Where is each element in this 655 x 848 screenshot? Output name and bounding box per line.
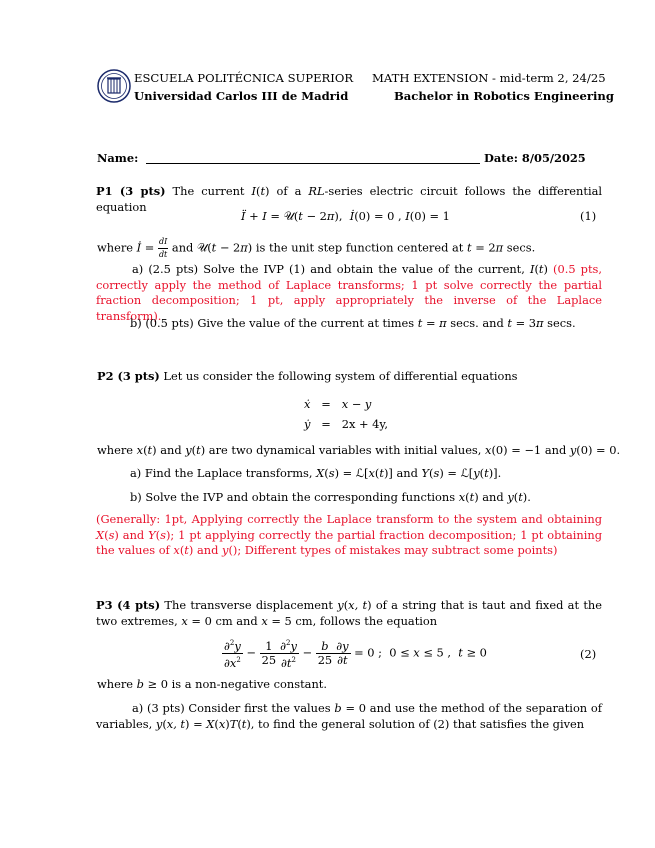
p1-and-text: and — [171, 240, 194, 255]
p1-where-line: where İ = $\frac{dI}{dt}$ and 𝒰(t − 2π) is the unit step function centered at t = 2π secs. — [97, 237, 536, 259]
p3-line2-b: cm and — [215, 614, 258, 628]
p3-line2-a: extremes, — [120, 614, 178, 628]
p2-where-c: are two dynamical variables with initial values, — [208, 443, 482, 457]
p2-eq1: ẋ = x − y — [304, 397, 372, 411]
p1-where-text: where — [97, 240, 134, 255]
p1-part-b: b) (0.5 pts) Give the value of the current at times t = π secs. and t = 3π secs. — [130, 316, 576, 330]
uc3m-logo-icon — [97, 69, 131, 103]
p3-line2-c: cm, follows the equation — [295, 614, 438, 628]
name-underline — [146, 163, 480, 164]
p2-where-line: where x(t) and y(t) are two dynamical variables with initial values, x(0) = −1 and y(0) = 0. — [97, 443, 621, 457]
p2-rubric-3c: ; Different types of mistakes may subtract some points) — [237, 543, 558, 558]
p3-eq-number: (2) — [580, 647, 597, 661]
p2-rubric-1: (Generally: 1pt, Applying correctly the Laplace transform to the system and obtaining — [96, 512, 602, 526]
p2-part-b: b) Solve the IVP and obtain the corresponding functions x(t) and y(t). — [130, 490, 531, 504]
p1-intro-text-a: The current — [165, 184, 252, 198]
p1-equation: Ï + I = 𝒰(t − 2π), İ(0) = 0 , I(0) = 1 — [241, 209, 450, 223]
date-label: Date: 8/05/2025 — [484, 151, 586, 165]
p2-part-a-and: and — [396, 466, 418, 480]
p3-part-a: a) (3 pts) Consider first the values b = 0 and use the method of the separation of variables, y(x, t) = X(x)T(t), to find the general solution of (2) that satisfies the given — [96, 701, 602, 731]
p2-part-a-text: a) Find the Laplace transforms, — [130, 466, 313, 480]
p2-eq1-rhs: x − y — [341, 397, 372, 411]
p2-rubric-3b: and — [196, 543, 219, 558]
p1-intro-text-b: of a — [269, 184, 309, 198]
p3-part-a-4: , to find the general solution of (2) that satisfies the given — [250, 717, 585, 731]
p1-eq-number: (1) — [580, 209, 597, 223]
p2-intro — [97, 369, 518, 384]
p2-where-b: and — [160, 443, 182, 457]
p1-intro: P1 (3 pts) The current I(t) of a RL-series electric circuit follows the differential equation — [96, 184, 603, 214]
p2-part-a: a) Find the Laplace transforms, X(s) = ℒ[x(t)] and Y(s) = ℒ[y(t)]. — [130, 466, 502, 480]
p1-part-a-text: a) (2.5 pts) Solve the IVP (1) and obtain the value of the current, — [132, 262, 525, 276]
p2-eq2: ẏ = 2x + 4y, — [304, 417, 388, 431]
p2-eq2-rhs: 2x + 4y, — [341, 417, 388, 431]
p3-part-a-1: a) (3 pts) Consider first the values — [132, 701, 331, 715]
p2-rubric-2b: ; 1 pt applying correctly the partial fraction decomposition; 1 pt obtaining the — [96, 527, 602, 558]
p1-part-b-text-a: b) (0.5 pts) Give the value of the current at times — [130, 316, 415, 330]
p1-part-b-text-c: secs. — [547, 316, 576, 330]
p3-where-b: is a non-negative constant. — [171, 677, 327, 691]
p1-part-a-rubric: (0.5 pts, correctly apply the method of Laplace transforms; 1 pt solve correctly the partial fraction decomposition; 1 pt, apply appropriately the inverse of the Laplace transform). — [96, 262, 602, 323]
p2-where-a: where — [97, 443, 134, 457]
p1-intro-text-c: -series electric circuit follows the differential equation — [96, 184, 603, 214]
course-title: MATH EXTENSION - mid-term 2, 24/25 — [372, 71, 606, 85]
p2-rubric: (Generally: 1pt, Applying correctly the Laplace transform to the system and obtaining X(s) and Y(s); 1 pt applying correctly the partial fraction decomposition; 1 pt obtaining the values of x(t) and y(); Different types of mistakes may subtract some points) — [96, 512, 602, 558]
university-name: Universidad Carlos III de Madrid — [134, 89, 349, 103]
p1-secs-text: secs. — [506, 240, 536, 255]
name-label: Name: — [97, 151, 139, 165]
p3-intro-b: of a string that is taut and fixed at the two — [96, 598, 602, 628]
p3-equation: $\frac{\partial^2y}{\partial x^2}$ − $\frac{1}{25}$ $\frac{\partial^2y}{\partial t^2}$ − $\frac{b}{25}$ $\frac{\partial y}{\partial t}$ = 0 ; 0 ≤ x ≤ 5 , t ≥ 0 — [224, 638, 487, 670]
school-name: ESCUELA POLITÉCNICA SUPERIOR — [134, 71, 354, 85]
p3-part-a-3: variables, — [96, 717, 153, 731]
p2-rubric-2a: and — [122, 527, 145, 542]
p3-title: P3 (4 pts) — [96, 598, 161, 612]
p1-is-text: is the unit step function centered at — [255, 240, 464, 255]
p2-part-b-text: b) Solve the IVP and obtain the corresponding functions — [130, 490, 456, 504]
p1-part-a: a) (2.5 pts) Solve the IVP (1) and obtain the value of the current, I(t) (0.5 pts, correctly apply the method of Laplace transforms; 1 pt solve correctly the partial fraction decomposition; 1 pt, apply appropriately the inverse of the Laplace transform). — [96, 262, 602, 323]
p2-title: P2 (3 pts) — [97, 369, 160, 383]
program-name: Bachelor in Robotics Engineering — [394, 89, 614, 103]
p1-part-b-text-b: secs. and — [450, 316, 504, 330]
p1-title: P1 (3 pts) — [96, 184, 166, 198]
p3-part-a-2: and use the method of the separation of — [369, 701, 602, 715]
p3-intro-a: The transverse displacement — [160, 598, 333, 612]
p2-where-d: and — [544, 443, 567, 457]
p2-intro-text: Let us consider the following system of differential equations — [159, 369, 518, 383]
p2-rubric-3a: values of — [118, 543, 170, 558]
p3-where-pre: where — [97, 677, 134, 691]
p3-where-line: where b ≥ 0 is a non-negative constant. — [97, 677, 327, 691]
p3-intro: P3 (4 pts) The transverse displacement y(x, t) of a string that is taut and fixed at the two extremes, x = 0 cm and x = 5 cm, follows the equation — [96, 598, 602, 628]
p2-part-b-and: and — [482, 490, 504, 504]
